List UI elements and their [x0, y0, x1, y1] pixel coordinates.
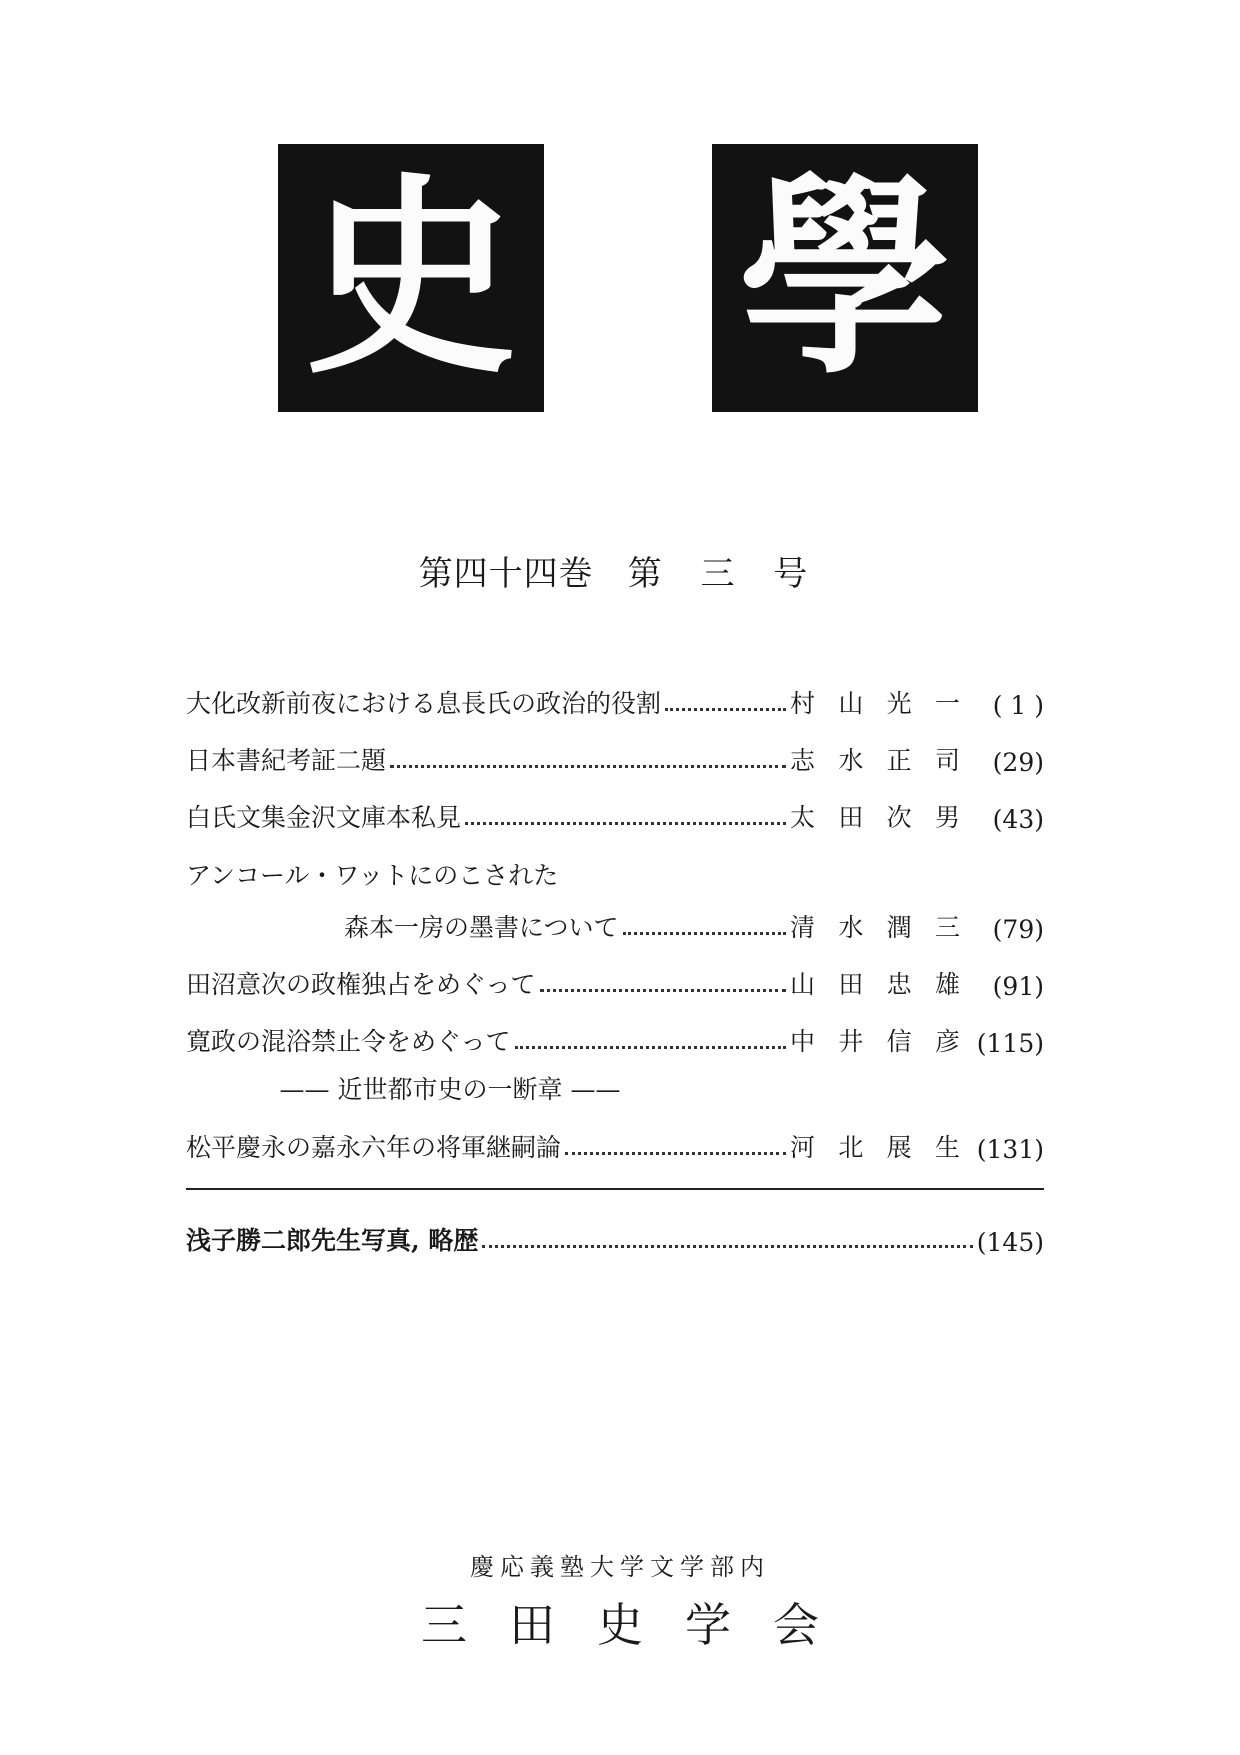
issue-number-label: 第 三 号 — [627, 554, 822, 594]
author-char: 信 — [886, 1027, 912, 1056]
toc-entry — [186, 680, 1044, 720]
toc-entry-author — [790, 908, 960, 944]
author-char: 北 — [838, 1133, 864, 1162]
author-char: 正 — [886, 746, 912, 775]
author-char: 太 — [790, 803, 816, 832]
author-char: 潤 — [886, 913, 912, 942]
toc-entry-title: 松平慶永の嘉永六年の将軍継嗣論 — [186, 1133, 562, 1162]
leader-dots — [465, 822, 786, 825]
toc-entry-author — [790, 1022, 960, 1058]
toc-entry — [186, 904, 1044, 944]
toc-entry-page: (131) — [976, 1135, 1044, 1164]
toc-entry-title: 田沼意次の政権独占をめぐって — [186, 970, 536, 999]
toc-entry-title: アンコール・ワットにのこされた — [186, 861, 559, 890]
toc-extra-title: 浅子勝二郎先生写真, 略歴 — [186, 1226, 479, 1255]
toc-extra-page: (145) — [976, 1228, 1044, 1257]
author-char: 井 — [838, 1027, 864, 1056]
toc-entry-page: (29) — [992, 748, 1044, 777]
title-char-left-block — [278, 144, 544, 412]
title-char-right-block — [712, 144, 978, 412]
author-char: 彦 — [934, 1027, 960, 1056]
toc-entry-page: ( 1 ) — [992, 691, 1044, 720]
toc-entry — [186, 737, 1044, 777]
issue-heading — [0, 546, 1240, 595]
author-char: 男 — [934, 803, 960, 832]
toc-entry-title: 日本書紀考証二題 — [186, 746, 387, 775]
author-char: 清 — [790, 913, 816, 942]
leader-dots — [390, 765, 786, 768]
toc-entry-extra — [186, 1217, 1044, 1257]
author-char: 三 — [934, 913, 960, 942]
toc-entry-page: (43) — [992, 805, 1044, 834]
toc-entry-page: (91) — [992, 972, 1044, 1001]
divider-rule — [186, 1188, 1044, 1190]
author-char: 中 — [790, 1027, 816, 1056]
leader-dots — [665, 708, 786, 711]
toc-entry-author — [790, 965, 960, 1001]
publisher-name: 三田史学会 — [421, 1598, 861, 1652]
author-char: 河 — [790, 1133, 816, 1162]
toc-entry-page: (115) — [976, 1029, 1044, 1058]
title-char-right: 學 — [739, 153, 951, 402]
toc-entry-title: 大化改新前夜における息長氏の政治的役割 — [186, 689, 662, 718]
leader-dots — [623, 932, 786, 935]
toc-entry-title: 白氏文集金沢文庫本私見 — [186, 803, 462, 832]
toc-entry-author — [790, 684, 960, 720]
leader-dots — [540, 989, 786, 992]
author-char: 山 — [790, 970, 816, 999]
leader-dots — [482, 1245, 972, 1248]
author-char: 水 — [838, 746, 864, 775]
author-char: 光 — [886, 689, 912, 718]
publisher-affiliation: 慶応義塾大学文学部内 — [470, 1553, 770, 1581]
toc-entry-title: 寛政の混浴禁止令をめぐって — [186, 1027, 511, 1056]
toc-entry-subtitle: —— 近世都市史の一断章 —— — [279, 1075, 621, 1104]
author-char: 水 — [838, 913, 864, 942]
toc-entry-subtitle-line — [186, 1066, 1044, 1106]
toc-entry — [186, 1124, 1044, 1164]
author-char: 生 — [934, 1133, 960, 1162]
toc-entry-author — [790, 741, 960, 777]
toc-entry — [186, 794, 1044, 834]
toc-entry-title-continuation: 森本一房の墨書について — [344, 913, 619, 942]
author-char: 志 — [790, 746, 816, 775]
author-char: 次 — [886, 803, 912, 832]
toc-entry-page: (79) — [992, 915, 1044, 944]
author-char: 山 — [838, 689, 864, 718]
author-char: 田 — [838, 803, 864, 832]
toc-entry-author — [790, 798, 960, 834]
leader-dots — [565, 1152, 786, 1155]
toc-entry-author — [790, 1128, 960, 1164]
toc-entry-title-line — [186, 852, 1044, 892]
author-char: 忠 — [886, 970, 912, 999]
author-char: 一 — [934, 689, 960, 718]
leader-dots — [515, 1046, 786, 1049]
author-char: 田 — [838, 970, 864, 999]
author-char: 展 — [886, 1133, 912, 1162]
author-char: 村 — [790, 689, 816, 718]
author-char: 司 — [934, 746, 960, 775]
volume-label: 第四十四巻 — [418, 554, 594, 594]
author-char: 雄 — [934, 970, 960, 999]
toc-entry — [186, 961, 1044, 1001]
title-char-left: 史 — [305, 153, 517, 402]
toc-entry — [186, 1018, 1044, 1058]
